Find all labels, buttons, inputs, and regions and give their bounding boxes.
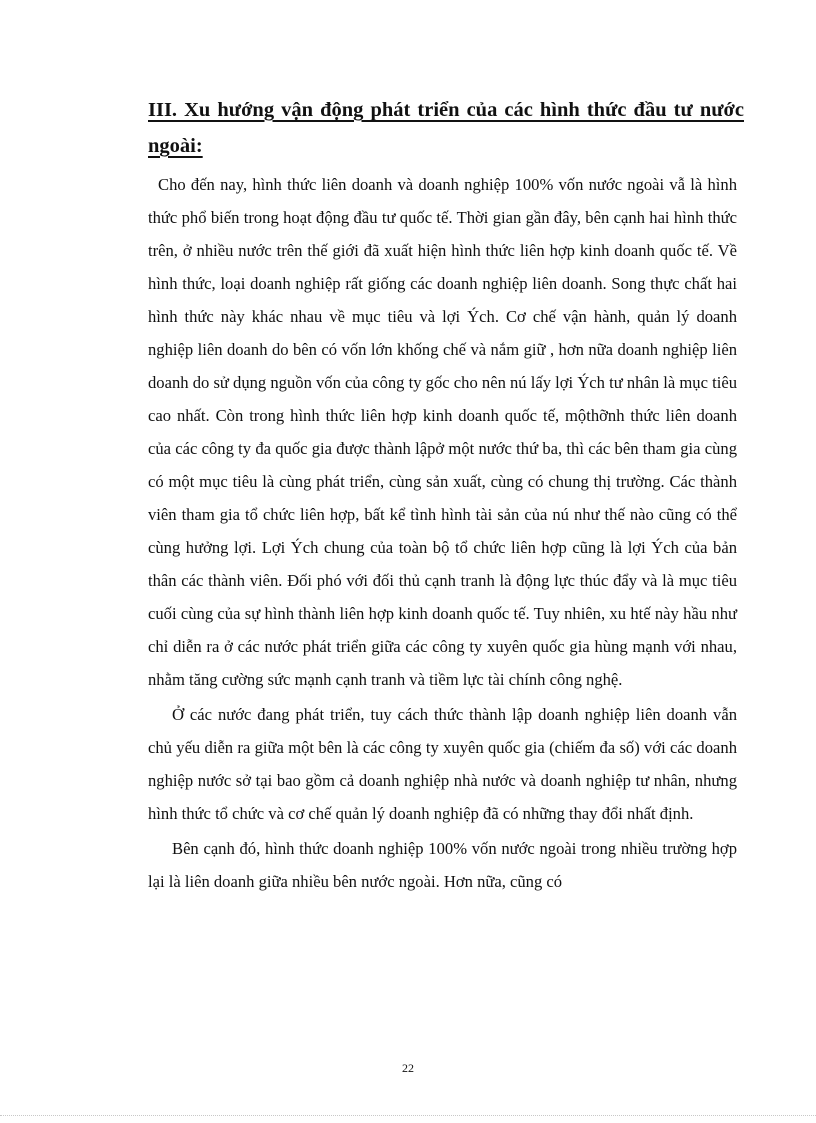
page-number: 22: [402, 1061, 414, 1075]
page-bottom-divider: [0, 1115, 816, 1116]
paragraph-1: Cho đến nay, hình thức liên doanh và doanh nghiệp 100% vốn nước ngoài vẫ là hình thức phổ biến trong hoạt động đầu tư quốc tế. Thời gian gần đây, bên cạnh hai hình thức trên, ở nhiều nước trên thế giới đã xuất hiện hình thức liên hợp kinh doanh quốc tế. Về hình thức, loại doanh nghiệp rất giống các doanh nghiệp liên doanh. Song thực chất hai hình thức này khác nhau về mục tiêu và lợi Ých. Cơ chế vận hành, quản lý doanh nghiệp liên doanh do bên có vốn lớn khống chế và nắm giữ , hơn nữa doanh nghiệp liên doanh do sử dụng nguồn vốn của công ty gốc cho nên nú lấy lợi Ých tư nhân là mục tiêu cao nhất. Còn trong hình thức liên hợp kinh doanh quốc tế, mộthỡnh thức liên doanh của các công ty đa quốc gia được thành lậpở một nước thứ ba, thì các bên tham gia cùng có một mục tiêu là cùng phát triển, cùng sản xuất, cùng có chung thị trường. Các thành viên tham gia tổ chức liên hợp, bất kể tình hình tài sản của nú như thế nào cũng có thể cùng hưởng lợi. Lợi Ých chung của toàn bộ tổ chức liên hợp cũng là lợi Ých của bản thân các thành viên. Đối phó với đối thủ cạnh tranh là động lực thúc đẩy và là mục tiêu cuối cùng của sự hình thành liên hợp kinh doanh quốc tế. Tuy nhiên, xu htế này hầu như chỉ diễn ra ở các nước phát triển giữa các công ty xuyên quốc gia hùng mạnh với nhau, nhằm tăng cường sức mạnh cạnh tranh và tiềm lực tài chính công nghệ.: [148, 175, 737, 689]
body-text: [148, 168, 737, 898]
paragraph-2: Ở các nước đang phát triển, tuy cách thức thành lập doanh nghiệp liên doanh vẫn chủ yếu diễn ra giữa một bên là các công ty xuyên quốc gia (chiếm đa số) với các doanh nghiệp nước sở tại bao gồm cả doanh nghiệp nhà nước và doanh nghiệp tư nhân, nhưng hình thức tổ chức và cơ chế quản lý doanh nghiệp đã có những thay đổi nhất định.: [148, 705, 737, 823]
paragraph-3: Bên cạnh đó, hình thức doanh nghiệp 100% vốn nước ngoài trong nhiều trường hợp lại là liên doanh giữa nhiều bên nước ngoài. Hơn nữa, cũng có: [148, 839, 737, 891]
section-heading: III. Xu hướng vận động phát triển của các hình thức đầu tư nước ngoài:: [148, 99, 744, 157]
